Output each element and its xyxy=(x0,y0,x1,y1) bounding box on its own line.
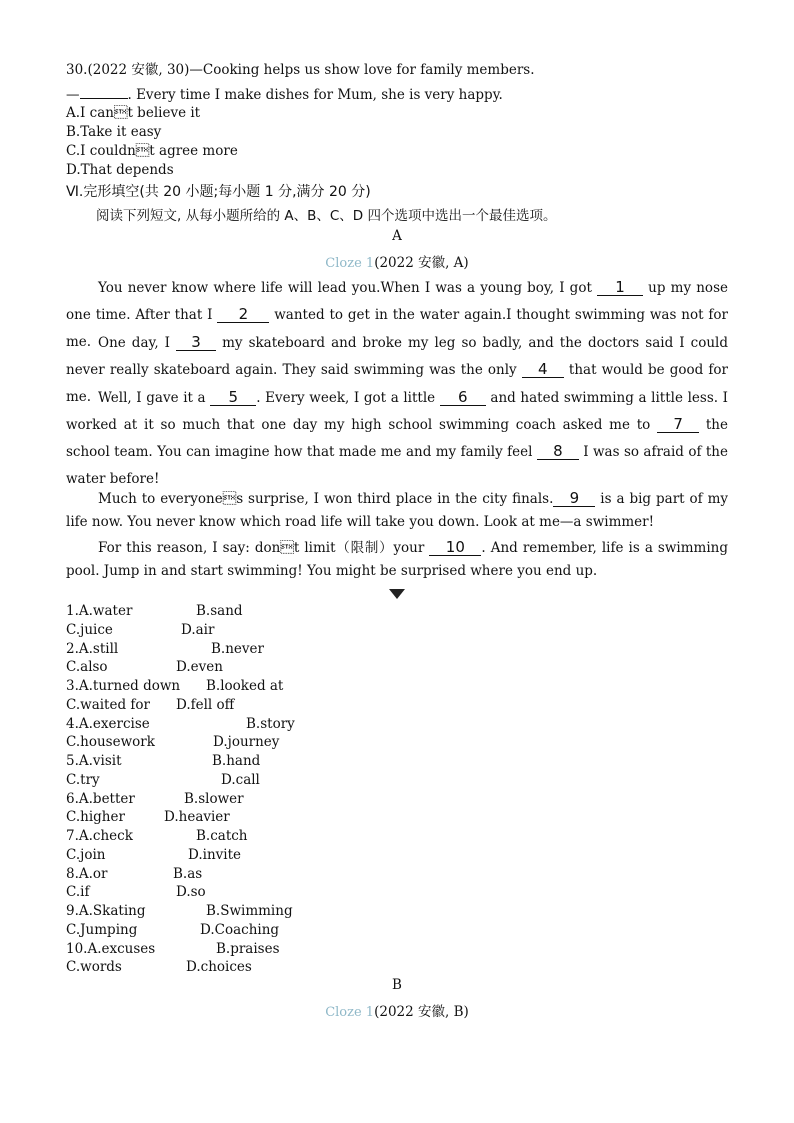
option-row xyxy=(66,677,284,695)
option-row xyxy=(66,640,264,658)
option-row xyxy=(66,808,230,826)
blank-3: 3 xyxy=(176,334,216,351)
option-right: B.story xyxy=(246,715,295,732)
option-right: D.fell off xyxy=(176,696,235,713)
reply-text: . Every time I make dishes for Mum, she is very happy. xyxy=(127,87,503,103)
option-left: 1.A.water xyxy=(66,603,133,619)
option-right: D.journey xyxy=(213,734,280,751)
blank-1: 1 xyxy=(597,279,643,296)
cloze-source: (2022 安徽, A) xyxy=(374,255,469,271)
option-left: C.housework xyxy=(66,734,155,751)
option-right: B.never xyxy=(211,640,264,657)
section-heading: Ⅵ.完形填空(共 20 小题;每小题 1 分,满分 20 分) xyxy=(66,184,371,200)
question-30-reply xyxy=(66,84,503,105)
option-left: C.words xyxy=(66,959,122,976)
passage-a-paragraph-1: You never know where life will lead you.When I was a young boy, I got 1 up my nose one time. After that I 2 wanted to get in the water again.I thought swimming was not for me. xyxy=(66,278,728,350)
option-row xyxy=(66,827,248,845)
blank-7: 7 xyxy=(657,416,699,433)
option-left: 6.A.better xyxy=(66,790,135,807)
option-row xyxy=(66,883,206,901)
cloze-source: (2022 安徽, B) xyxy=(374,1004,469,1020)
option-left: C.waited for xyxy=(66,696,150,713)
passage-a-paragraph-4: Much to everyones surprise, I won third place in the city finals. 9 is a big part of my life now. You never know which road life will take you down. Look at me—a swimmer! xyxy=(66,489,728,530)
option-right: B.as xyxy=(173,865,203,882)
question-30-option-d: D.That depends xyxy=(66,162,174,178)
option-row xyxy=(66,902,293,920)
option-left: C.if xyxy=(66,884,90,901)
passage-a-letter: A xyxy=(392,228,402,244)
option-right: D.heavier xyxy=(164,809,230,826)
reply-dash: — xyxy=(66,87,80,103)
option-row xyxy=(66,940,280,958)
passage-a-title xyxy=(66,251,728,271)
option-right: D.Coaching xyxy=(200,921,280,938)
option-left: 4.A.exercise xyxy=(66,715,150,732)
option-right: D.call xyxy=(221,771,260,788)
section-instruction: 阅读下列短文, 从每小题所给的 A、B、C、D 四个选项中选出一个最佳选项。 xyxy=(96,208,557,224)
question-30-option-a: A.I cant believe it xyxy=(66,105,201,121)
option-row xyxy=(66,752,261,770)
option-left: 3.A.turned down xyxy=(66,678,181,694)
blank-2: 2 xyxy=(217,306,269,323)
option-left: C.try xyxy=(66,771,100,788)
question-30-stem: 30.(2022 安徽, 30)—Cooking helps us show love for family members. xyxy=(66,62,535,78)
blank-8: 8 xyxy=(537,443,579,460)
option-right: B.sand xyxy=(196,603,243,619)
question-30-option-c: C.I couldnt agree more xyxy=(66,143,238,159)
blank-10: 10 xyxy=(429,539,481,556)
option-right: B.catch xyxy=(196,828,248,844)
option-row xyxy=(66,921,280,939)
option-right: D.invite xyxy=(188,846,242,863)
option-left: 2.A.still xyxy=(66,640,119,657)
option-row xyxy=(66,733,280,751)
option-right: B.praises xyxy=(216,940,280,957)
option-left: C.Jumping xyxy=(66,921,138,938)
option-left: 5.A.visit xyxy=(66,753,122,769)
option-left: 10.A.excuses xyxy=(66,940,156,957)
passage-b-letter: B xyxy=(392,977,402,993)
option-left: C.also xyxy=(66,659,108,676)
option-left: 8.A.or xyxy=(66,865,108,882)
option-right: D.so xyxy=(176,884,206,901)
option-row xyxy=(66,621,215,639)
answer-blank xyxy=(80,84,128,99)
passage-a-paragraph-5: For this reason, I say: dont limit（限制）your 10 . And remember, life is a swimming pool. Jump in and start swimming! You might be surprised where you end up. xyxy=(66,538,728,579)
option-left: 9.A.Skating xyxy=(66,903,146,919)
option-left: C.higher xyxy=(66,809,125,826)
option-left: C.juice xyxy=(66,621,113,638)
option-left: 7.A.check xyxy=(66,828,133,844)
cloze-label: Cloze 1 xyxy=(325,256,375,271)
blank-9: 9 xyxy=(553,490,595,507)
option-right: D.air xyxy=(181,621,215,638)
option-row xyxy=(66,658,223,676)
option-row xyxy=(66,846,242,864)
option-row xyxy=(66,715,295,733)
option-row xyxy=(66,958,252,976)
passage-a-paragraph-3: Well, I gave it a 5 . Every week, I got a little 6 and hated swimming a little less. I worked at it so much that one day my high school swimming coach asked me to 7 the school team. You can imagine how that made me and my family feel 8 I was so afraid of the water before! xyxy=(66,388,728,487)
option-left: C.join xyxy=(66,846,106,863)
option-right: B.hand xyxy=(212,753,261,769)
option-row xyxy=(66,696,235,714)
option-row xyxy=(66,865,203,883)
option-right: B.slower xyxy=(184,790,244,807)
blank-4: 4 xyxy=(522,361,564,378)
option-row xyxy=(66,602,243,620)
option-right: D.even xyxy=(176,659,223,676)
triangle-down-icon xyxy=(389,589,405,599)
blank-5: 5 xyxy=(210,389,256,406)
cloze-label: Cloze 1 xyxy=(325,1005,375,1020)
passage-b-title xyxy=(66,1000,728,1020)
option-right: B.looked at xyxy=(206,678,284,694)
option-right: D.choices xyxy=(186,959,252,976)
question-30-option-b: B.Take it easy xyxy=(66,124,162,140)
option-right: B.Swimming xyxy=(206,903,293,919)
option-row xyxy=(66,771,260,789)
blank-6: 6 xyxy=(440,389,486,406)
option-row xyxy=(66,790,244,808)
passage-a-paragraph-2: One day, I 3 my skateboard and broke my leg so badly, and the doctors said I could never really skateboard again. They said swimming was the only 4 that would be good for me. xyxy=(66,333,728,405)
